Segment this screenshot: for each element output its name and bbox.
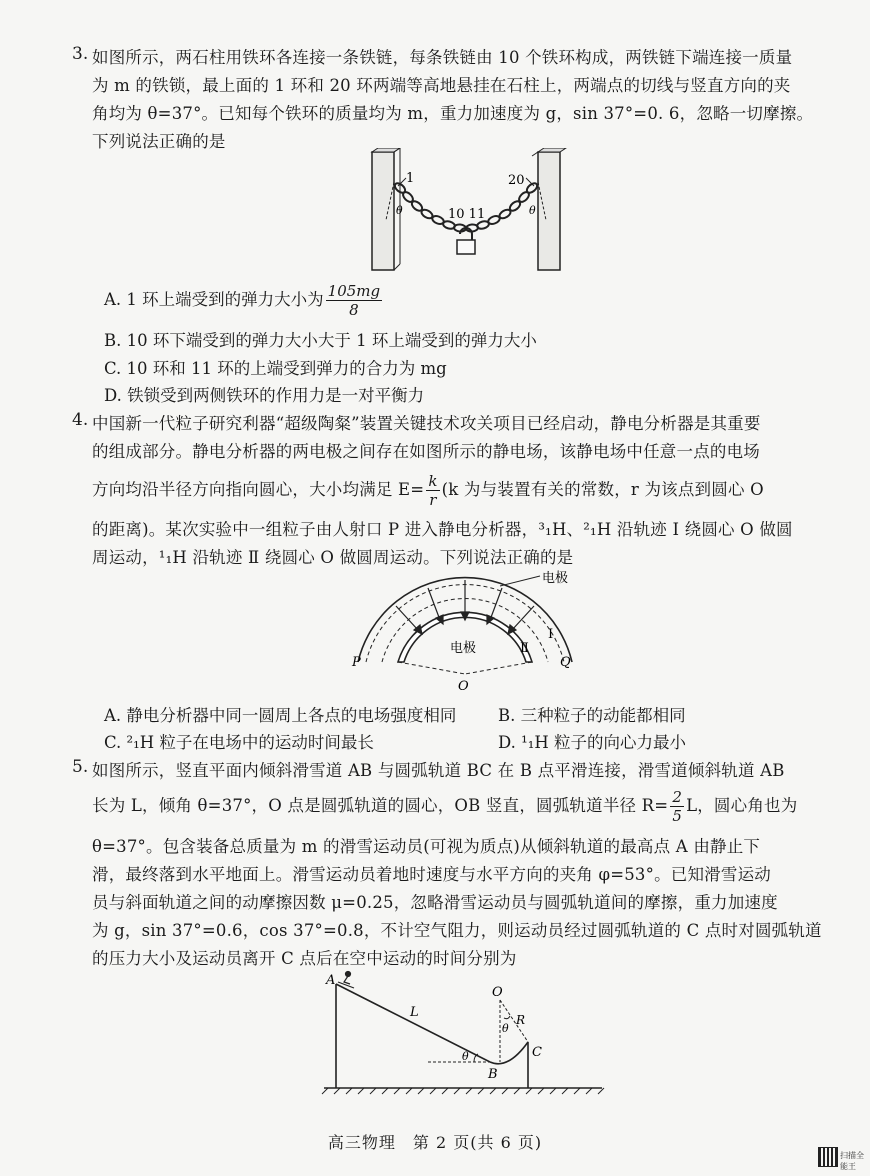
q3-option-a[interactable] (104, 282, 384, 319)
q5-text-line-7: 的压力大小及运动员离开 C 点后在空中运动的时间分别为 (92, 949, 517, 968)
fraction-numerator: 2 (672, 788, 683, 806)
point-b-label: B (488, 1067, 498, 1082)
entry-p-label: P (352, 655, 361, 670)
q5-text-line-1: 如图所示，竖直平面内倾斜滑雪道 AB 与圆弧轨道 BC 在 B 点平滑连接，滑雪道倾斜轨道 AB (92, 761, 785, 780)
center-o-label: O (458, 679, 469, 694)
point-a-label: A (326, 973, 336, 988)
q3-text-line-2: 为 m 的铁锁，最上面的 1 环和 20 环两端等高地悬挂在石柱上，两端点的切线与竖直方向的夹 (92, 76, 791, 95)
q3-option-d[interactable]: D. 铁锁受到两侧铁环的作用力是一对平衡力 (104, 386, 425, 405)
fraction-numerator: 105mg (327, 282, 381, 300)
q4-text-line-3 (92, 472, 764, 509)
electrode-label-top: 电极 (542, 571, 569, 586)
theta-left-label: θ (396, 204, 403, 217)
question-5-number: 5. (72, 757, 89, 777)
q3-option-a-text: A. 1 环上端受到的弹力大小为 (104, 290, 324, 309)
q5-text-line-2 (92, 788, 797, 825)
fraction-denominator: 8 (349, 301, 359, 319)
fraction-denominator: r (429, 491, 437, 509)
q5-text-line-5: 员与斜面轨道之间的动摩擦因数 μ=0.25，忽略滑雪运动员与圆弧轨道间的摩擦，重力加速度 (92, 893, 778, 912)
q4-option-c[interactable]: C. ²₁H 粒子在电场中的运动时间最长 (104, 733, 374, 752)
incline-length-label: L (410, 1005, 419, 1020)
radius-r-label: R (516, 1013, 526, 1027)
electrode-label-inner: 电极 (450, 641, 477, 656)
fraction-denominator: 5 (672, 807, 683, 825)
theta-bottom-label: θ (462, 1050, 469, 1063)
page-footer: 高三物理 第 2 页(共 6 页) (327, 1133, 543, 1152)
ring-10-11-label: 10 11 (448, 207, 486, 222)
q4-line3-part-a: 方向均沿半径方向指向圆心，大小均满足 E= (92, 480, 425, 499)
q5-ski-track-figure (318, 966, 608, 1098)
qr-code-icon (818, 1147, 838, 1167)
q4-electrostatic-analyzer-figure (340, 566, 590, 696)
arc-track (490, 1042, 528, 1064)
q5-text-line-3: θ=37°。包含装备总质量为 m 的滑雪运动员(可视为质点)从倾斜轨道的最高点 A 由静止下 (92, 837, 761, 856)
q4-text-line-2: 的组成部分。静电分析器的两电极之间存在如图所示的静电场，该静电场中任意一点的电场 (92, 442, 760, 461)
q4-field-fraction (426, 472, 439, 509)
iron-lock (457, 228, 475, 254)
ring-1-label: 1 (406, 171, 415, 186)
q3-option-c[interactable]: C. 10 环和 11 环的上端受到弹力的合力为 mg (104, 359, 447, 378)
q5-text-line-4: 滑，最终落到水平地面上。滑雪运动员着地时速度与水平方向的夹角 φ=53°。已知滑雪运动 (92, 865, 771, 884)
theta-right-label: θ (529, 204, 536, 217)
q5-line2-part-a: 长为 L，倾角 θ=37°，O 点是圆弧轨道的圆心，OB 竖直，圆弧轨道半径 R= (92, 796, 669, 815)
q4-text-line-1: 中国新一代粒子研究利器“超级陶粲”装置关键技术攻关项目已经启动，静电分析器是其重要 (92, 414, 761, 433)
q3-chain-figure (360, 148, 570, 274)
track-1-label: Ⅰ (548, 627, 554, 642)
track-2-label: Ⅱ (520, 641, 529, 656)
scanner-watermark: 扫描全能王 (840, 1151, 864, 1171)
q4-text-line-5: 周运动，¹₁H 沿轨迹 Ⅱ 绕圆心 O 做圆周运动。下列说法正确的是 (92, 548, 574, 567)
q4-line3-part-b: (k 为与装置有关的常数，r 为该点到圆心 O (441, 480, 764, 499)
center-o-label: O (492, 985, 503, 1000)
q4-option-a[interactable]: A. 静电分析器中同一圆周上各点的电场强度相同 (104, 706, 457, 725)
fraction-numerator: k (428, 472, 438, 490)
q4-option-d[interactable]: D. ¹₁H 粒子的向心力最小 (498, 733, 686, 752)
left-pillar (372, 152, 394, 270)
ground-hatching (322, 1088, 604, 1094)
point-c-label: C (532, 1045, 542, 1060)
q4-option-b[interactable]: B. 三种粒子的动能都相同 (498, 706, 686, 725)
q3-text-line-4: 下列说法正确的是 (92, 132, 226, 151)
theta-top-label: θ (502, 1022, 509, 1035)
question-4-number: 4. (72, 410, 89, 430)
exit-q-label: Q (560, 655, 571, 670)
q3-option-a-fraction (326, 282, 382, 319)
q3-text-line-1: 如图所示，两石柱用铁环各连接一条铁链，每条铁链由 10 个铁环构成，两铁链下端连接一质量 (92, 48, 793, 67)
question-3-number: 3. (72, 44, 89, 64)
q5-line2-part-b: L，圆心角也为 (686, 796, 798, 815)
q3-option-b[interactable]: B. 10 环下端受到的弹力大小大于 1 环上端受到的弹力大小 (104, 331, 537, 350)
q5-text-line-6: 为 g，sin 37°=0.6，cos 37°=0.8，不计空气阻力，则运动员经过圆弧轨道的 C 点时对圆弧轨道 (92, 921, 822, 940)
right-pillar (538, 152, 560, 270)
q4-text-line-4: 的距离)。某次实验中一组粒子由人射口 P 进入静电分析器，³₁H、²₁H 沿轨迹 Ⅰ 绕圆心 O 做圆 (92, 520, 793, 539)
ring-20-label: 20 (508, 173, 525, 188)
q5-radius-fraction (670, 788, 684, 825)
q3-text-line-3: 角均为 θ=37°。已知每个铁环的质量均为 m，重力加速度为 g，sin 37°=0. 6，忽略一切摩擦。 (92, 104, 814, 123)
